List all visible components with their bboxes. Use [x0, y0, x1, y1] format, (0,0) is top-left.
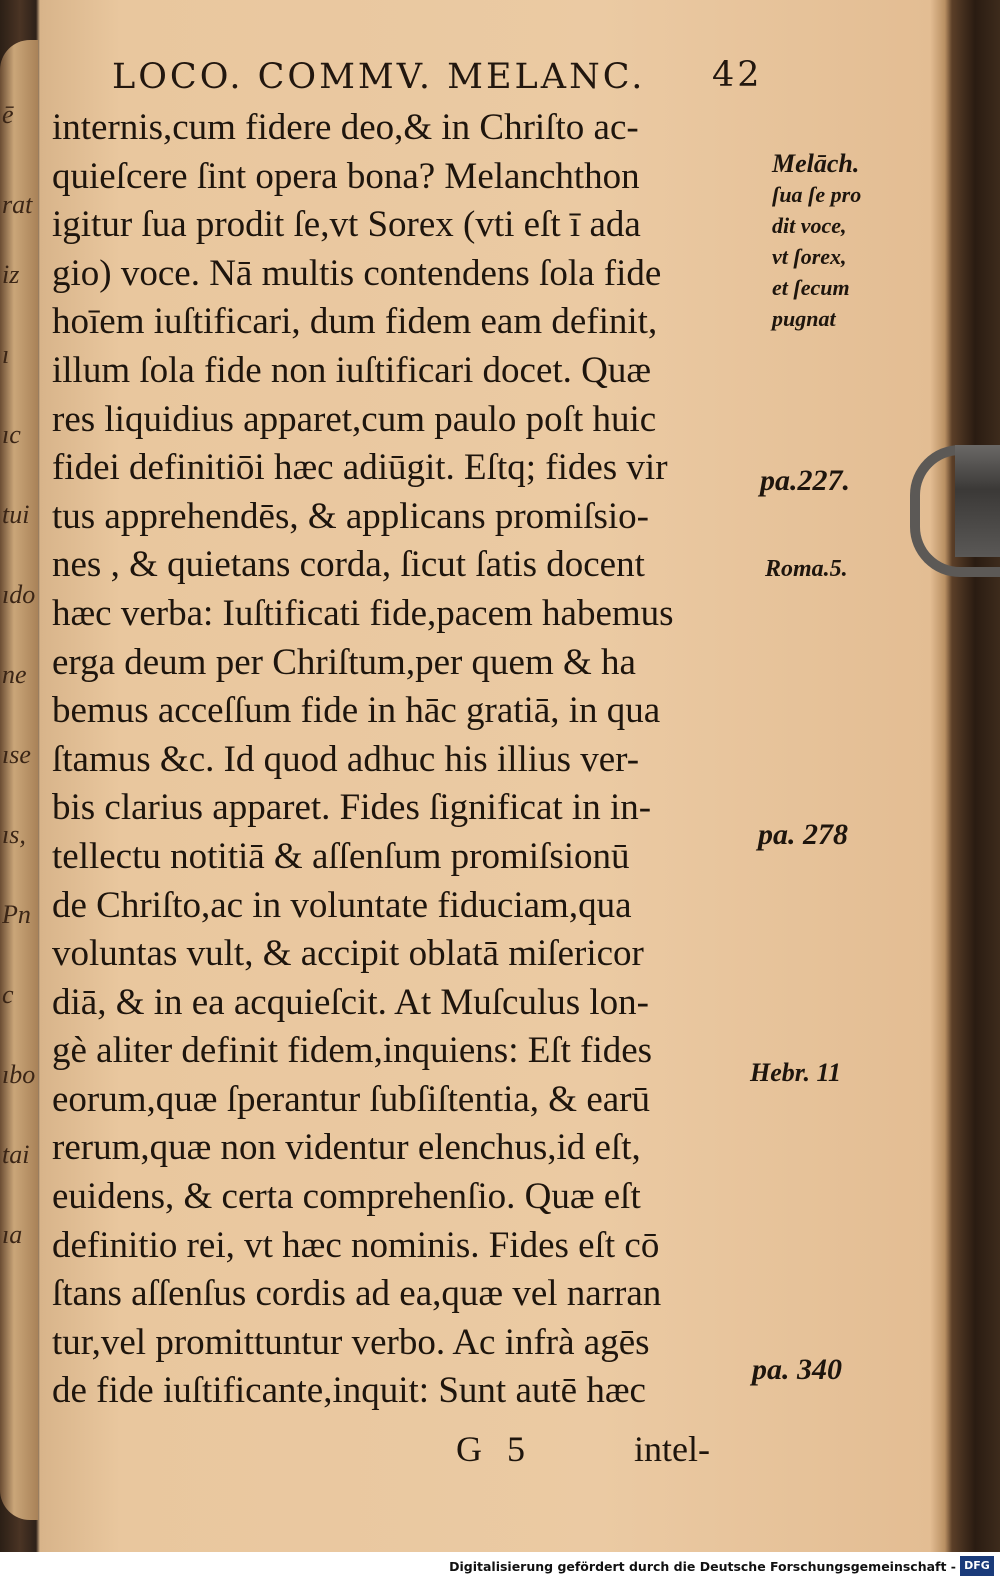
margin-note-romans: Roma.5.: [765, 556, 848, 582]
text-line: rerum,quæ non videntur elenchus,id eſt,: [52, 1127, 641, 1169]
edge-fragment: ıa: [2, 1220, 23, 1249]
margin-note-hebrews: Hebr. 11: [750, 1058, 842, 1087]
edge-fragment: ē: [2, 100, 14, 129]
catchword: intel-: [634, 1429, 710, 1469]
adjacent-page-edge: [0, 40, 38, 1520]
text-line: illum ſola fide non iuſtificari docet. Quæ: [52, 349, 652, 391]
text-line: tur,vel promittuntur verbo. Ac infrà agēs: [52, 1321, 650, 1363]
margin-note-line: ſua ſe pro: [772, 182, 862, 207]
text-line: euidens, & certa comprehenſio. Quæ eſt: [52, 1176, 641, 1218]
margin-note-melanchthon: [772, 148, 861, 334]
text-line: erga deum per Chriſtum,per quem & ha: [52, 641, 636, 683]
dfg-logo-icon: DFG: [960, 1556, 994, 1576]
running-header: [112, 57, 762, 97]
text-line: hoīem iuſtificari, dum fidem eam definit,: [52, 301, 658, 343]
text-line: ſtamus &c. Id quod adhuc his illius ver-: [52, 738, 640, 780]
text-line: eorum,quæ ſperantur ſubſiſtentia, & earū: [52, 1078, 650, 1120]
signature-mark: G 5: [456, 1429, 533, 1469]
text-line: bis clarius apparet. Fides ſignificat in in-: [52, 787, 652, 829]
text-line: quieſcere ſint opera bona? Melanchthon: [52, 155, 640, 197]
page-number: 42: [712, 55, 763, 95]
edge-fragment: ıc: [2, 420, 21, 449]
edge-fragment: ıs,: [2, 820, 26, 849]
margin-note-page-278: pa. 278: [758, 818, 848, 851]
text-line: tellectu notitiā & aſſenſum promiſsionū: [52, 835, 630, 877]
edge-fragment: rat: [2, 190, 33, 219]
text-line: nes , & quietans corda, ſicut ſatis docent: [52, 544, 645, 586]
margin-note-page-227: pa.227.: [760, 464, 850, 497]
digitization-credit: Digitalisierung gefördert durch die Deutsche Forschungsgemeinschaft -: [449, 1559, 956, 1574]
text-line: fidei definitiōi hæc adiūgit. Eſtq; fides vir: [52, 447, 668, 489]
main-text: [52, 104, 752, 1416]
edge-fragment: ı: [2, 340, 10, 369]
margin-note-page-340: pa. 340: [752, 1353, 842, 1386]
margin-note-line: vt ſorex,: [772, 244, 847, 269]
text-line: ſtans aſſenſus cordis ad ea,quæ vel narran: [52, 1273, 662, 1315]
text-line: internis,cum fidere deo,& in Chriſto ac-: [52, 107, 639, 148]
text-line: definitio rei, vt hæc nominis. Fides eſt cō: [52, 1224, 660, 1266]
edge-fragment: tai: [2, 1140, 30, 1169]
text-line: bemus acceſſum fide in hāc gratiā, in qua: [52, 690, 661, 732]
text-line: igitur ſua prodit ſe,vt Sorex (vti eſt ī ada: [52, 204, 641, 246]
edge-fragment: iz: [2, 260, 20, 289]
text-line: res liquidius apparet,cum paulo poſt huic: [52, 398, 657, 440]
margin-note-line: dit voce,: [772, 213, 847, 238]
text-line: voluntas vult, & accipit oblatā miſericor: [52, 933, 644, 975]
running-title: LOCO. COMMV. MELANC.: [112, 57, 646, 97]
edge-fragment: tui: [2, 500, 30, 529]
text-line: gè aliter definit fidem,inquiens: Eſt fides: [52, 1030, 653, 1072]
edge-fragment: ıdo: [2, 580, 36, 609]
text-line: hæc verba: Iuſtificati fide,pacem habemus: [52, 592, 674, 634]
edge-fragment: ıbo: [2, 1060, 36, 1089]
book-clip-bar: [955, 445, 1000, 557]
text-line: de Chriſto,ac in voluntate fiduciam,qua: [52, 884, 632, 926]
edge-fragment: ıse: [2, 740, 31, 769]
text-line: de fide iuſtificante,inquit: Sunt autē hæc: [52, 1370, 646, 1412]
edge-fragment: ne: [2, 660, 27, 689]
credit-bar: [0, 1552, 1000, 1583]
text-line: tus apprehendēs, & applicans promiſsio-: [52, 495, 650, 537]
margin-note-line: Melāch.: [772, 149, 860, 178]
text-line: gio) voce. Nā multis contendens ſola fide: [52, 252, 662, 294]
edge-fragment: c: [2, 980, 14, 1009]
margin-note-line: et ſecum: [772, 275, 850, 300]
margin-note-line: pugnat: [772, 306, 836, 331]
text-line: diā, & in ea acquieſcit. At Muſculus lon-: [52, 981, 650, 1023]
edge-fragment: Pn: [2, 900, 31, 929]
